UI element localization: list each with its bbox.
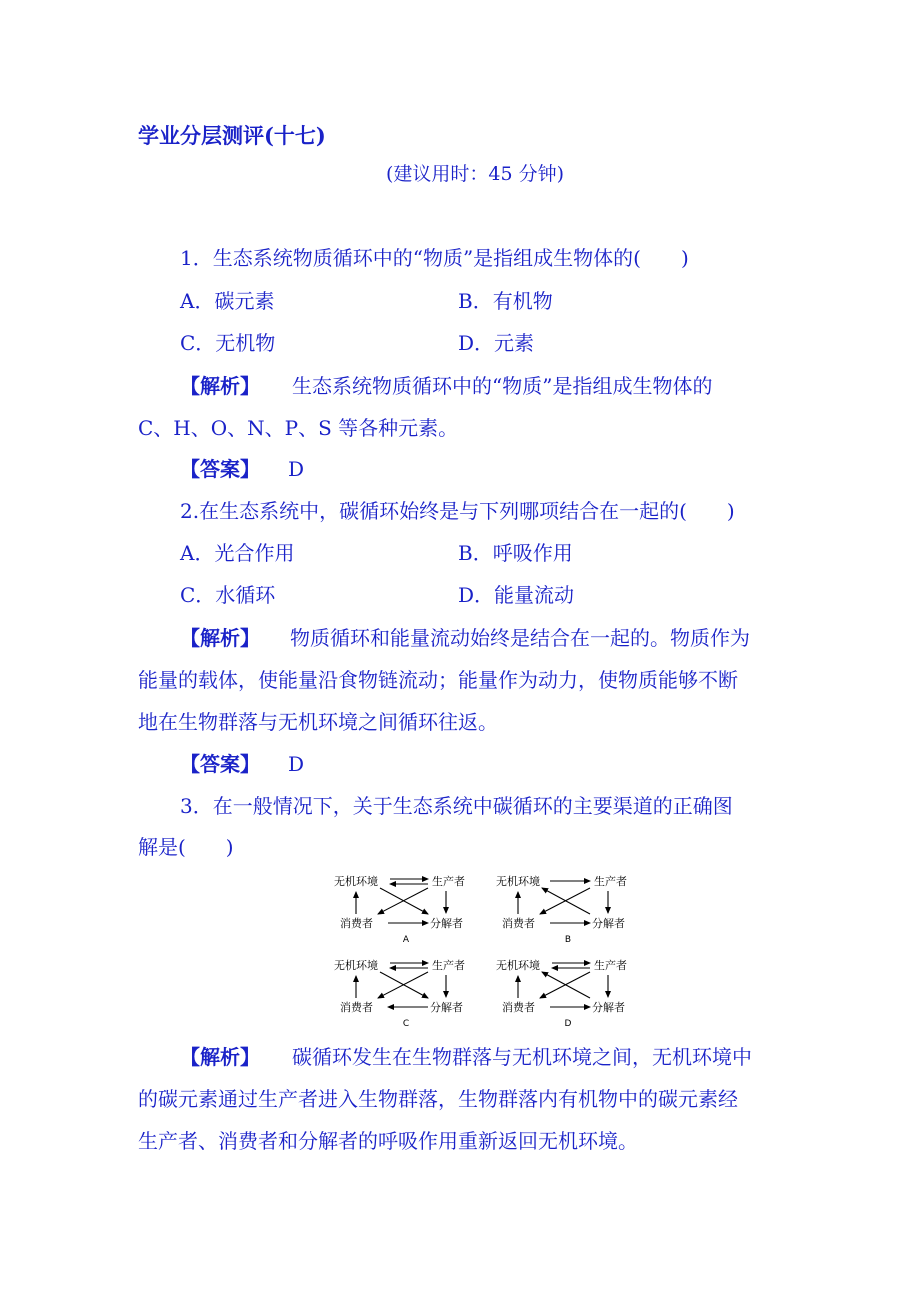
question-2-analysis-label: 【解析】: [180, 626, 260, 650]
question-2-analysis-line-1: 物质循环和能量流动始终是结合在一起的。物质作为: [290, 626, 750, 650]
panel-letter: B: [564, 935, 572, 945]
node-producer: 生产者: [594, 875, 627, 888]
question-2-answer: D: [288, 752, 305, 776]
node-decomposer: 分解者: [430, 1001, 463, 1014]
question-2-analysis-line-2: 能量的载体，使能量沿食物链流动；能量作为动力，使物质能够不断: [138, 668, 738, 692]
question-1-option-c: C．无机物: [180, 331, 276, 355]
diagram-panel-c: [334, 958, 465, 1029]
node-inorganic-environment: 无机环境: [334, 875, 378, 888]
node-consumer: 消费者: [502, 917, 535, 930]
question-3-analysis-line-3: 生产者、消费者和分解者的呼吸作用重新返回无机环境。: [138, 1129, 638, 1153]
question-2-option-c: C．水循环: [180, 583, 276, 607]
question-1-option-a: A．碳元素: [180, 289, 275, 313]
time-suggestion: (建议用时：45 分钟): [386, 163, 565, 185]
question-1-analysis-label: 【解析】: [180, 374, 260, 398]
node-producer: 生产者: [594, 959, 627, 972]
page-title: 学业分层测评(十七): [138, 123, 326, 148]
diagram-panel-a: [334, 874, 465, 945]
node-decomposer: 分解者: [592, 1001, 625, 1014]
question-1-analysis-line-1: 生态系统物质循环中的“物质”是指组成生物体的: [292, 374, 713, 398]
node-inorganic-environment: 无机环境: [334, 959, 378, 972]
question-3-stem-line-1: 3．在一般情况下，关于生态系统中碳循环的主要渠道的正确图: [180, 794, 733, 818]
question-2-option-d: D．能量流动: [458, 583, 575, 607]
question-2-answer-label: 【答案】: [180, 752, 260, 776]
question-1-stem: 1．生态系统物质循环中的“物质”是指组成生物体的( ): [180, 246, 689, 270]
question-2-analysis-line-3: 地在生物群落与无机环境之间循环往返。: [138, 710, 498, 734]
node-producer: 生产者: [432, 959, 465, 972]
node-inorganic-environment: 无机环境: [496, 959, 540, 972]
question-3-analysis-label: 【解析】: [180, 1045, 260, 1069]
question-2-stem: 2.在生态系统中，碳循环始终是与下列哪项结合在一起的( ): [180, 499, 735, 523]
diagram-panel-b: [496, 874, 627, 945]
question-2-option-a: A．光合作用: [180, 541, 295, 565]
node-consumer: 消费者: [340, 1001, 373, 1014]
question-1-answer-label: 【答案】: [180, 457, 260, 481]
panel-letter: D: [564, 1019, 572, 1029]
question-3-stem-line-2: 解是( ): [138, 835, 234, 859]
node-consumer: 消费者: [340, 917, 373, 930]
node-consumer: 消费者: [502, 1001, 535, 1014]
diagram-panel-d: [496, 958, 627, 1029]
question-1-analysis-line-2: C、H、O、N、P、S 等各种元素。: [138, 416, 459, 440]
question-1-option-b: B．有机物: [458, 289, 553, 313]
panel-letter: A: [402, 935, 410, 945]
question-2-option-b: B．呼吸作用: [458, 541, 573, 565]
node-inorganic-environment: 无机环境: [496, 875, 540, 888]
question-3-analysis-line-2: 的碳元素通过生产者进入生物群落，生物群落内有机物中的碳元素经: [138, 1087, 738, 1111]
node-producer: 生产者: [432, 875, 465, 888]
node-decomposer: 分解者: [592, 917, 625, 930]
question-1-answer: D: [288, 457, 305, 481]
carbon-cycle-options-diagram: [328, 866, 648, 1036]
node-decomposer: 分解者: [430, 917, 463, 930]
question-3-analysis-line-1: 碳循环发生在生物群落与无机环境之间，无机环境中: [292, 1045, 752, 1069]
question-1-option-d: D．元素: [458, 331, 535, 355]
panel-letter: C: [402, 1019, 410, 1029]
